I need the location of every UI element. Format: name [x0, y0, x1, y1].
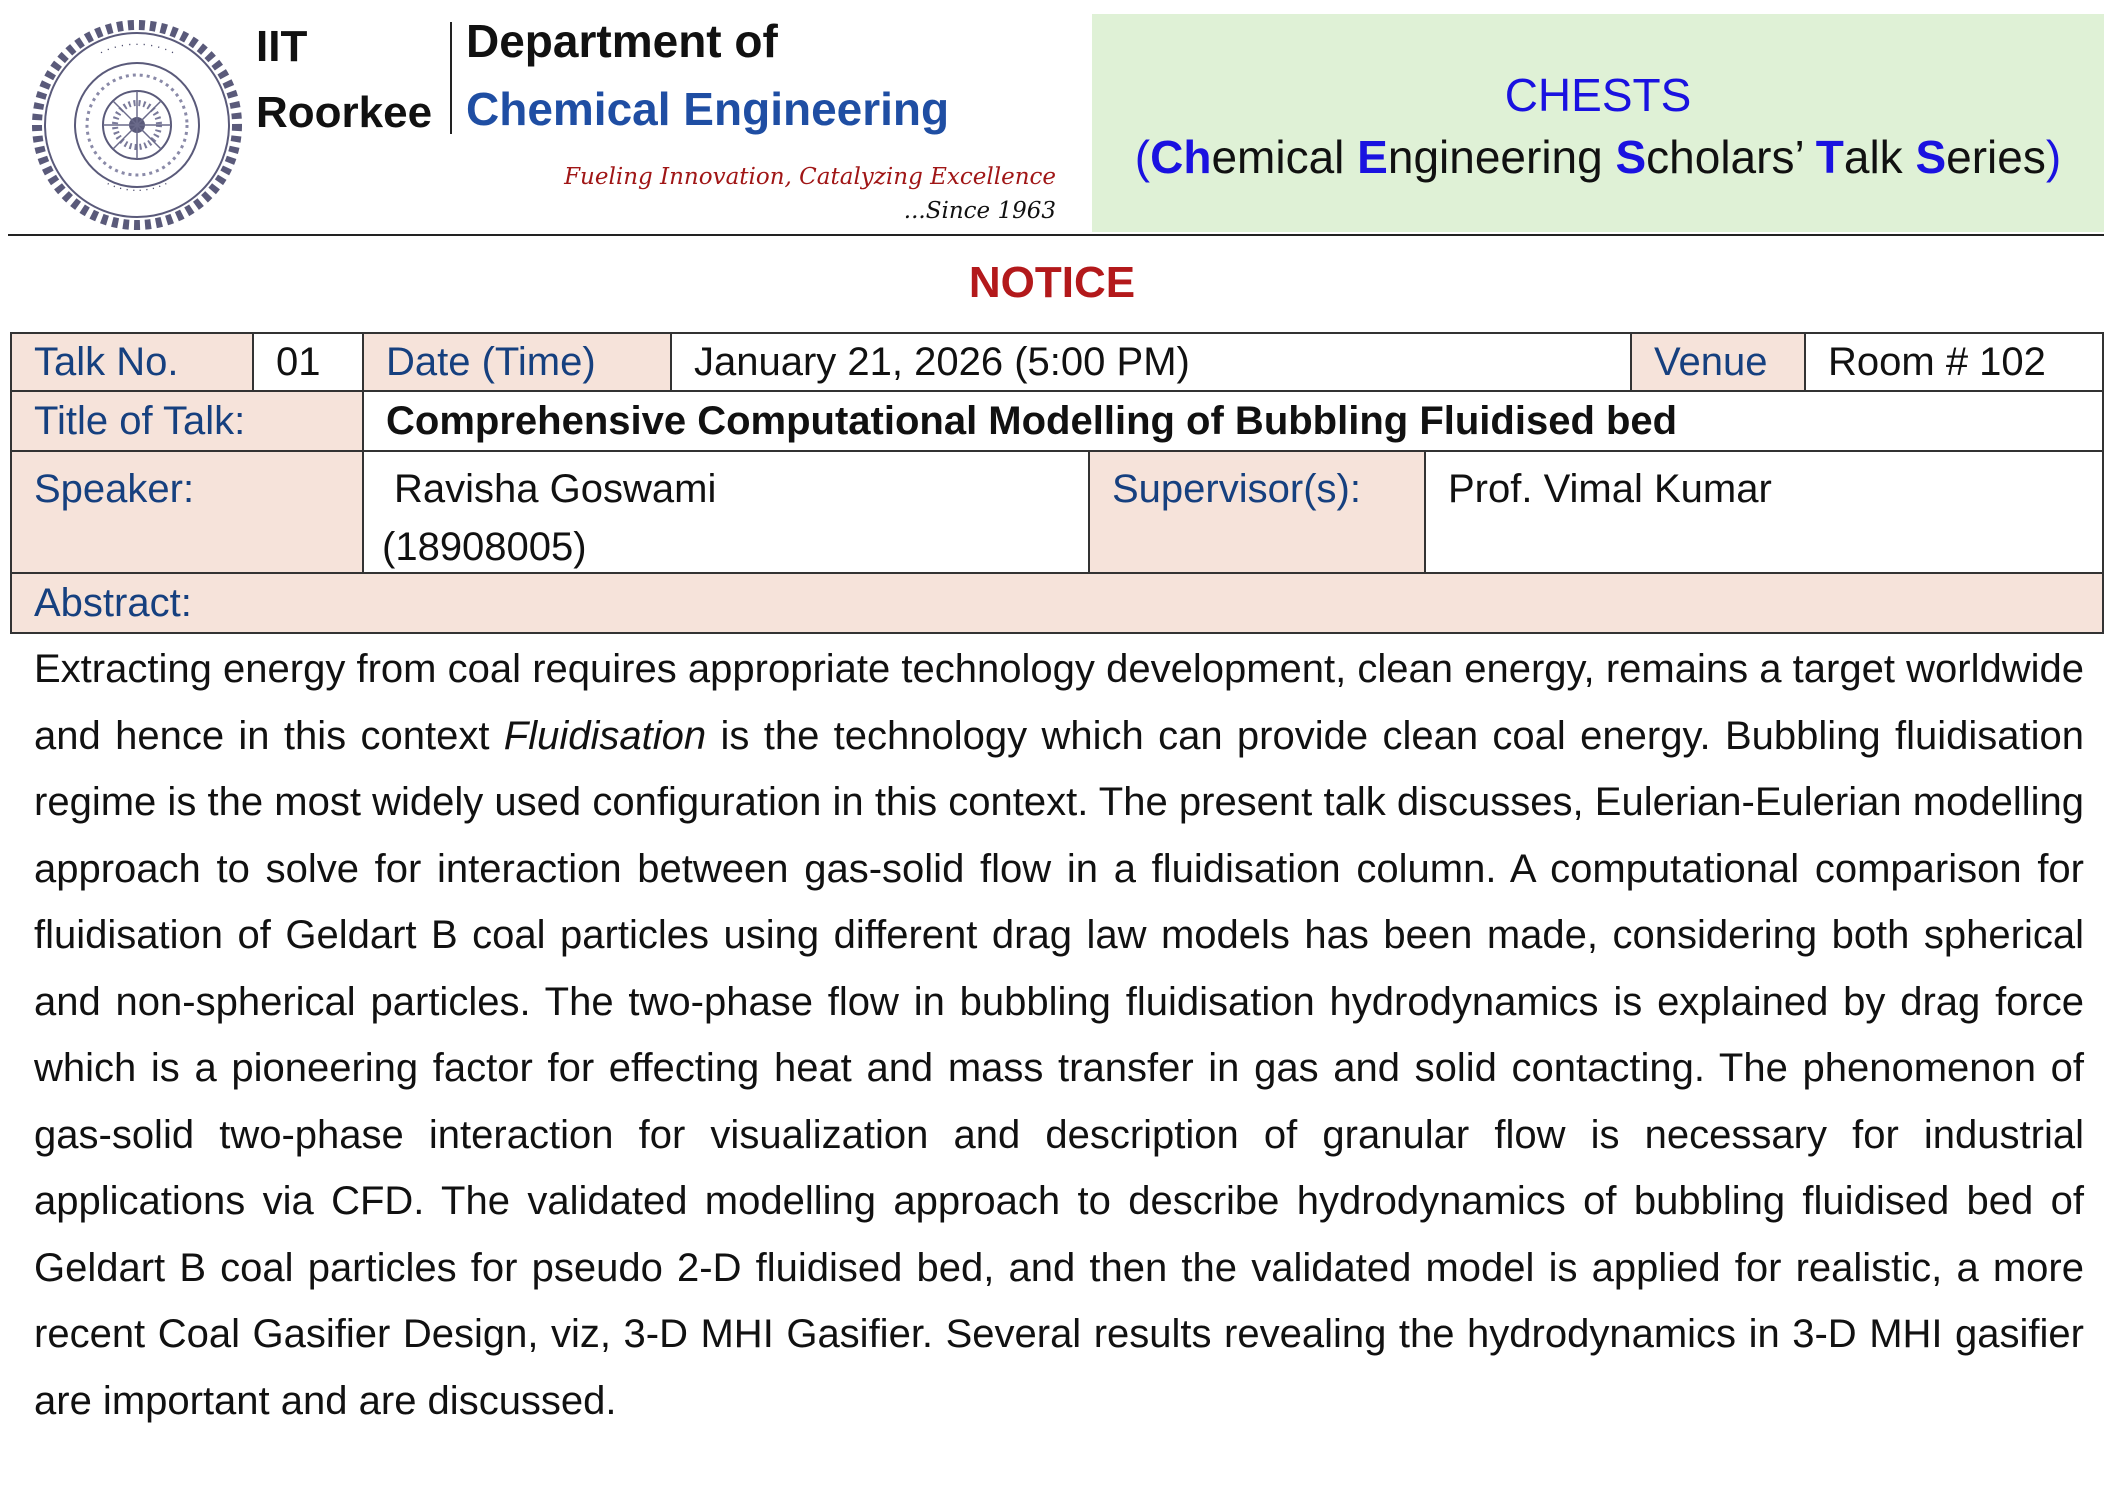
series-subtitle-rest-4: alk	[1843, 131, 1916, 183]
institute-line-1: IIT	[256, 22, 308, 71]
venue-label: Venue	[1630, 332, 1806, 392]
venue-value: Room # 102	[1804, 332, 2104, 392]
series-subtitle-hl-2: E	[1357, 131, 1388, 183]
speaker-id: (18908005)	[382, 525, 587, 569]
date-label: Date (Time)	[362, 332, 672, 392]
notice-header	[0, 0, 2104, 235]
talk-info-table	[10, 332, 2104, 634]
iit-roorkee-seal-icon	[30, 18, 244, 232]
institute-line-2: Roorkee	[256, 88, 433, 137]
supervisor-label: Supervisor(s):	[1088, 450, 1426, 574]
svg-text:· · · · · · · · · ·: · · · · · · · · · ·	[103, 177, 171, 198]
speaker-value	[362, 450, 1090, 574]
abstract-text	[34, 636, 2084, 1434]
speaker-name: Ravisha Goswami	[394, 467, 717, 511]
series-subtitle-close: )	[2045, 131, 2062, 183]
title-label: Title of Talk:	[10, 390, 364, 452]
department-line-2: Chemical Engineering	[466, 83, 950, 135]
series-subtitle	[1092, 130, 2104, 184]
series-subtitle-rest-1: emical	[1211, 131, 1358, 183]
supervisor-value: Prof. Vimal Kumar	[1424, 450, 2104, 574]
series-subtitle-rest-3: cholars’	[1646, 131, 1816, 183]
abstract-italic-term: Fluidisation	[503, 713, 707, 758]
series-subtitle-rest-5: eries	[1946, 131, 2046, 183]
date-value: January 21, 2026 (5:00 PM)	[670, 332, 1632, 392]
notice-title: NOTICE	[968, 258, 1136, 307]
header-rule	[8, 234, 2104, 236]
series-banner	[1092, 14, 2104, 232]
series-subtitle-open: (	[1134, 131, 1151, 183]
series-subtitle-hl-5: S	[1915, 131, 1947, 183]
series-title: CHESTS	[1504, 69, 1692, 121]
series-subtitle-rest-2: ngineering	[1387, 131, 1616, 183]
abstract-part-1: Extracting energy from coal requires appropriate technology development, clean energy, remains a target worldwide and hence in this context	[34, 647, 2084, 758]
abstract-part-2: is the technology which can provide clean coal energy. Bubbling fluidisation regime is the most widely used configuration in this context. The present talk discusses, Eulerian-Eulerian modelling approach to solve for interaction between gas-solid flow in a fluidisation column. A computational comparison for fluidisation of Geldart B coal particles using different drag law models has been made, considering both spherical and non-spherical particles. The two-phase flow in bubbling fluidisation hydrodynamics is explained by drag force which is a pioneering factor for effecting heat and mass transfer in gas and solid contacting. The phenomenon of gas-solid two-phase interaction for visualization and description of granular flow is necessary for industrial applications via CFD. The validated modelling approach to describe hydrodynamics of bubbling fluidised bed of Geldart B coal particles for pseudo 2-D fluidised bed, and then the validated model is applied for realistic, a more recent Coal Gasifier Design, viz, 3-D MHI Gasifier. Several results revealing the hydrodynamics in 3-D MHI gasifier are important and are discussed.	[34, 713, 2084, 1423]
talk-no-label: Talk No.	[10, 332, 254, 392]
department-line-1: Department of	[466, 15, 778, 67]
department-tagline: Fueling Innovation, Catalyzing Excellence	[564, 164, 1056, 190]
series-subtitle-hl-3: S	[1615, 131, 1647, 183]
svg-text:· · · · · · · · · · ·: · · · · · · · · · · ·	[97, 38, 177, 60]
header-divider	[450, 22, 452, 134]
series-subtitle-hl-1: Ch	[1150, 131, 1212, 183]
talk-title: Comprehensive Computational Modelling of Bubbling Fluidised bed	[362, 390, 2104, 452]
speaker-label: Speaker:	[10, 450, 364, 574]
series-subtitle-hl-4: T	[1815, 131, 1844, 183]
department-since: ...Since 1963	[903, 198, 1056, 224]
talk-no-value: 01	[252, 332, 364, 392]
abstract-label: Abstract:	[10, 572, 2104, 634]
institute-name	[256, 14, 432, 146]
